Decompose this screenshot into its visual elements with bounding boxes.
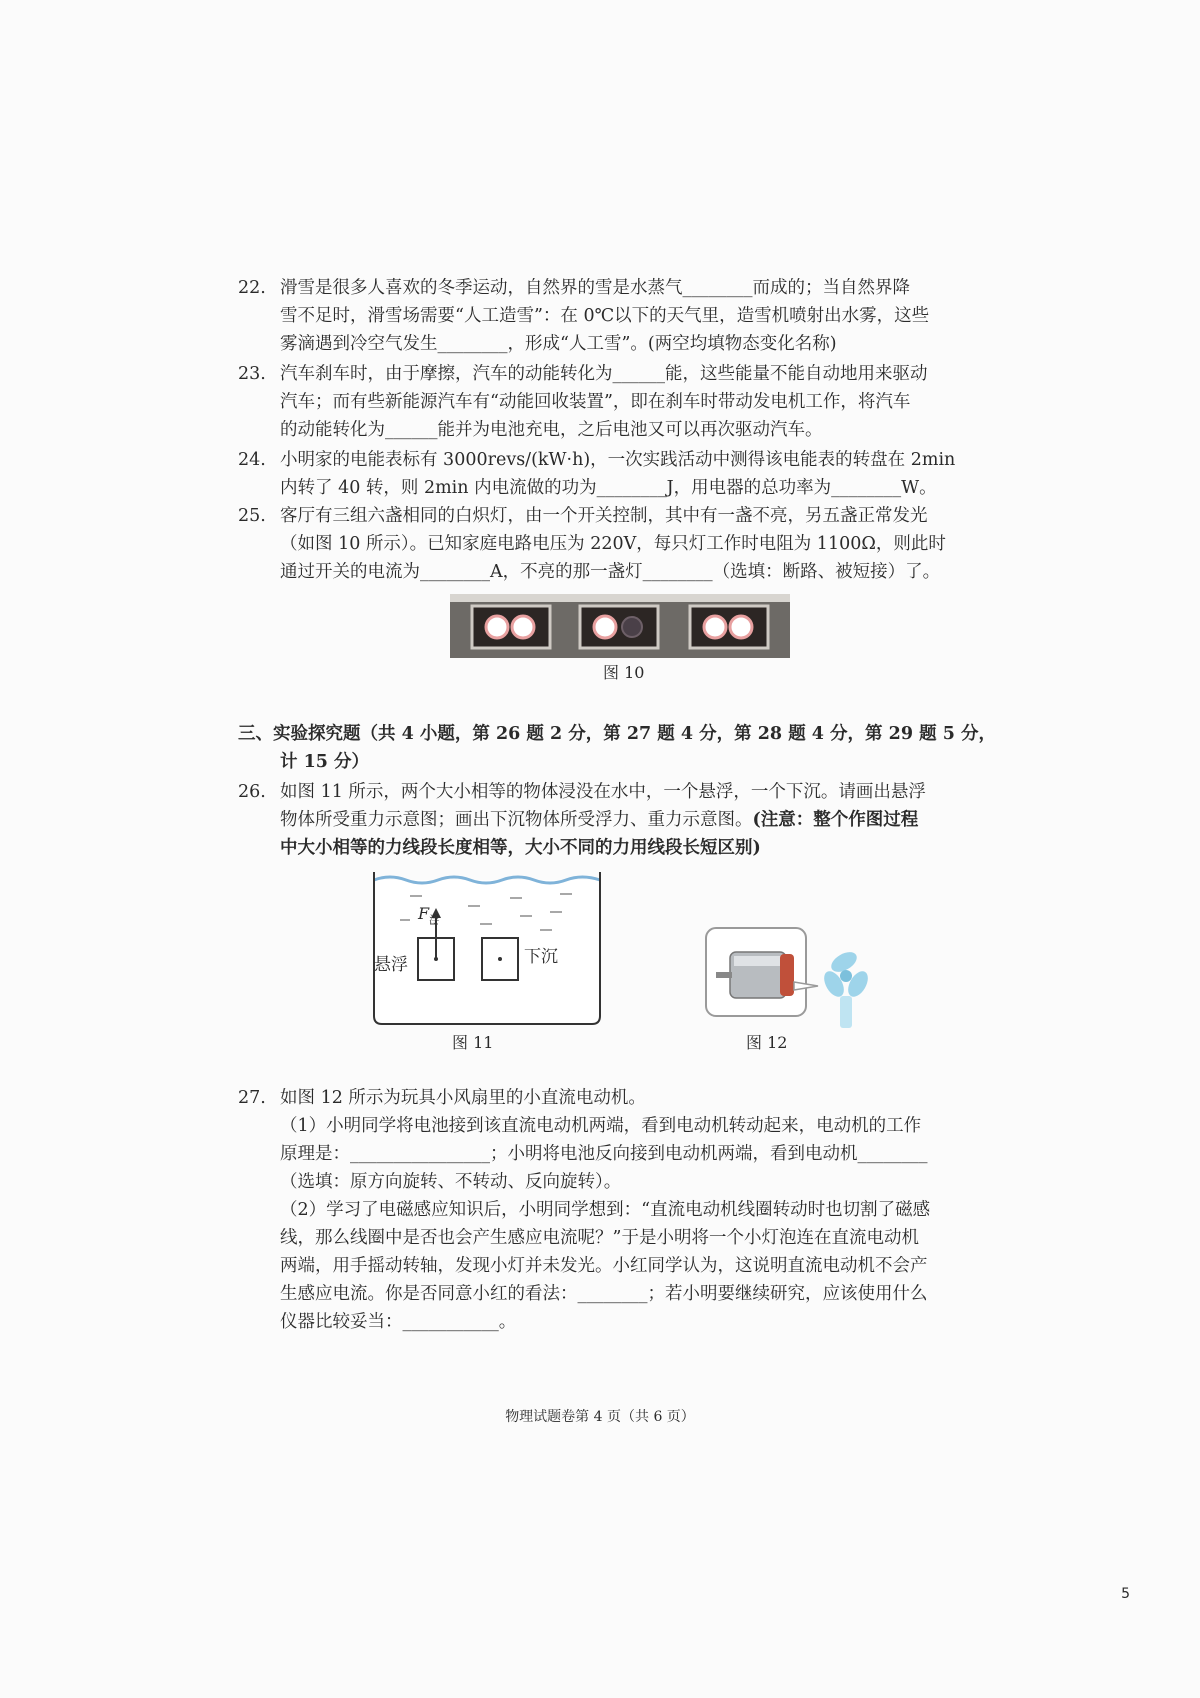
- question-27: [238, 1084, 966, 1336]
- question-text-line: 如图 12 所示为玩具小风扇里的小直流电动机。: [280, 1088, 646, 1108]
- question-text-line: 生感应电流。你是否同意小红的看法：________；若小明要继续研究，应该使用什么: [280, 1284, 928, 1304]
- question-text-line: 汽车；而有些新能源汽车有“动能回收装置”，即在刹车时带动发电机工作，将汽车: [280, 392, 911, 412]
- question-text-line: 仪器比较妥当：___________。: [280, 1312, 517, 1332]
- question-text-line: （1）小明同学将电池接到该直流电动机两端，看到电动机转动起来，电动机的工作: [280, 1116, 922, 1136]
- label-sinking: 下沉: [524, 947, 558, 967]
- question-text-line: 汽车刹车时，由于摩擦，汽车的动能转化为______能，这些能量不能自动地用来驱动: [280, 364, 928, 384]
- question-number: 22.: [238, 278, 266, 298]
- figure-11-caption: 图 11: [452, 1033, 494, 1052]
- label-floating: 悬浮: [374, 955, 408, 975]
- question-26: [238, 778, 966, 862]
- question-number: 26.: [238, 782, 266, 802]
- figure-10-caption: 图 10: [603, 663, 645, 682]
- figure-12-caption: 图 12: [746, 1033, 788, 1052]
- question-number: 24.: [238, 450, 266, 470]
- question-number: 23.: [238, 364, 266, 384]
- question-text-line: （如图 10 所示）。已知家庭电路电压为 220V，每只灯工作时电阻为 1100Ω，则此时: [280, 534, 946, 554]
- question-22: [238, 274, 966, 358]
- question-text-line: 小明家的电能表标有 3000revs/(kW·h)，一次实践活动中测得该电能表的转盘在 2min: [280, 450, 956, 470]
- question-24: [238, 446, 966, 502]
- question-text-line: 滑雪是很多人喜欢的冬季运动，自然界的雪是水蒸气________而成的；当自然界降: [280, 278, 910, 298]
- question-text-line: 两端，用手摇动转轴，发现小灯并未发光。小红同学认为，这说明直流电动机不会产: [280, 1256, 928, 1276]
- question-text: 物体所受重力示意图；画出下沉物体所受浮力、重力示意图。: [280, 810, 753, 830]
- question-text-line: 客厅有三组六盏相同的白炽灯，由一个开关控制，其中有一盏不亮，另五盏正常发光: [280, 506, 928, 526]
- section-heading-line: 计 15 分）: [280, 752, 370, 772]
- page-footer: 物理试题卷第 4 页（共 6 页）: [505, 1409, 695, 1425]
- question-note-line: 中大小相等的力线段长度相等，大小不同的力用线段长短区别): [280, 838, 761, 858]
- question-text-line: 如图 11 所示，两个大小相等的物体浸没在水中，一个悬浮，一个下沉。请画出悬浮: [280, 782, 926, 802]
- question-number: 27.: [238, 1088, 266, 1108]
- question-text-line: 雪不足时，滑雪场需要“人工造雪”：在 0℃以下的天气里，造雪机喷射出水雾，这些: [280, 306, 930, 326]
- question-text-line: 雾滴遇到冷空气发生________，形成“人工雪”。(两空均填物态变化名称): [280, 334, 837, 354]
- question-text-line: [280, 806, 966, 834]
- question-text-line: 的动能转化为______能并为电池充电，之后电池又可以再次驱动汽车。: [280, 420, 823, 440]
- figure-10-lamps-photo: [450, 594, 790, 658]
- force-label-f-buoyancy: [418, 904, 439, 926]
- question-text-line: 通过开关的电流为________A，不亮的那一盏灯________（选填：断路、被短接）了。: [280, 562, 941, 582]
- question-text-line: （2）学习了电磁感应知识后，小明同学想到：“直流电动机线圈转动时也切割了磁感: [280, 1200, 931, 1220]
- force-label-subscript: 浮: [429, 915, 440, 927]
- section-3-heading: [238, 720, 998, 776]
- question-text-line: 线，那么线圈中是否也会产生感应电流呢？”于是小明将一个小灯泡连在直流电动机: [280, 1228, 919, 1248]
- figure-11-water-tank: [370, 868, 606, 1028]
- section-heading-line: 三、实验探究题（共 4 小题，第 26 题 2 分，第 27 题 4 分，第 28 题 4 分，第 29 题 5 分，: [238, 724, 996, 744]
- question-number: 25.: [238, 506, 266, 526]
- question-text-line: （选填：原方向旋转、不转动、反向旋转）。: [280, 1172, 622, 1192]
- question-25: [238, 502, 966, 586]
- figure-12-motor-fan: [704, 926, 880, 1030]
- page-number: 5: [1121, 1586, 1130, 1602]
- question-23: [238, 360, 966, 444]
- force-label-letter: F: [418, 904, 430, 923]
- question-text-line: 原理是：________________；小明将电池反向接到电动机两端，看到电动机________: [280, 1144, 928, 1164]
- question-text-line: 内转了 40 转，则 2min 内电流做的功为________J，用电器的总功率为________W。: [280, 478, 937, 498]
- question-note: (注意：整个作图过程: [752, 810, 919, 830]
